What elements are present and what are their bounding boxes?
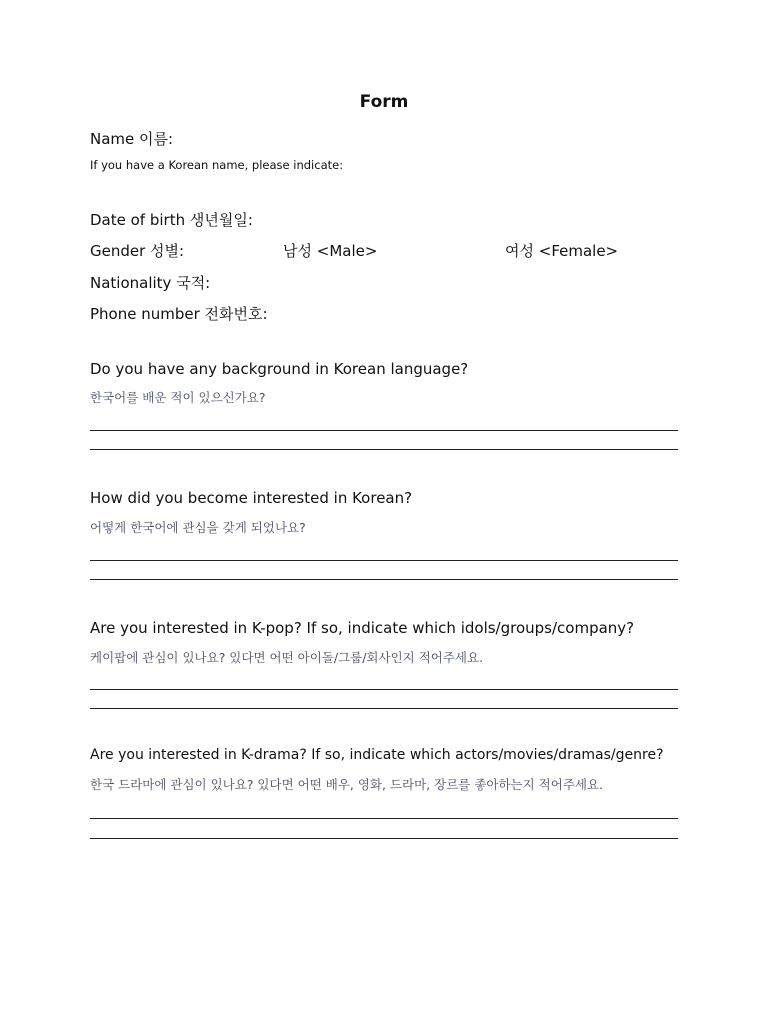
- answer-line: [90, 430, 678, 431]
- korean-name-note: If you have a Korean name, please indicate:: [90, 158, 344, 172]
- gender-label: Gender 성별:: [90, 242, 185, 260]
- answer-line: [90, 579, 678, 580]
- answer-line: [90, 689, 678, 690]
- gender-male-option: 남성 <Male>: [283, 242, 378, 260]
- answer-line: [90, 708, 678, 709]
- question-2-korean: 어떻게 한국어에 관심을 갖게 되었나요?: [90, 520, 306, 535]
- date-of-birth-label: Date of birth 생년월일:: [90, 211, 253, 229]
- nationality-label: Nationality 국적:: [90, 274, 211, 292]
- question-4-korean: 한국 드라마에 관심이 있나요? 있다면 어떤 배우, 영화, 드라마, 장르를 좋아하는지 적어주세요.: [90, 777, 604, 792]
- phone-number-label: Phone number 전화번호:: [90, 305, 268, 323]
- question-2-english: How did you become interested in Korean?: [90, 489, 413, 507]
- question-4-english: Are you interested in K-drama? If so, indicate which actors/movies/dramas/genre?: [90, 747, 664, 763]
- answer-line: [90, 560, 678, 561]
- name-field-label: Name 이름:: [90, 130, 174, 148]
- question-1-english: Do you have any background in Korean language?: [90, 360, 469, 378]
- question-3-korean: 케이팝에 관심이 있나요? 있다면 어떤 아이돌/그룹/회사인지 적어주세요.: [90, 650, 484, 665]
- answer-line: [90, 838, 678, 839]
- form-title: Form: [359, 92, 409, 112]
- answer-line: [90, 449, 678, 450]
- answer-line: [90, 818, 678, 819]
- gender-female-option: 여성 <Female>: [505, 242, 619, 260]
- question-1-korean: 한국어를 배운 적이 있으신가요?: [90, 390, 266, 405]
- question-3-english: Are you interested in K-pop? If so, indicate which idols/groups/company?: [90, 619, 635, 637]
